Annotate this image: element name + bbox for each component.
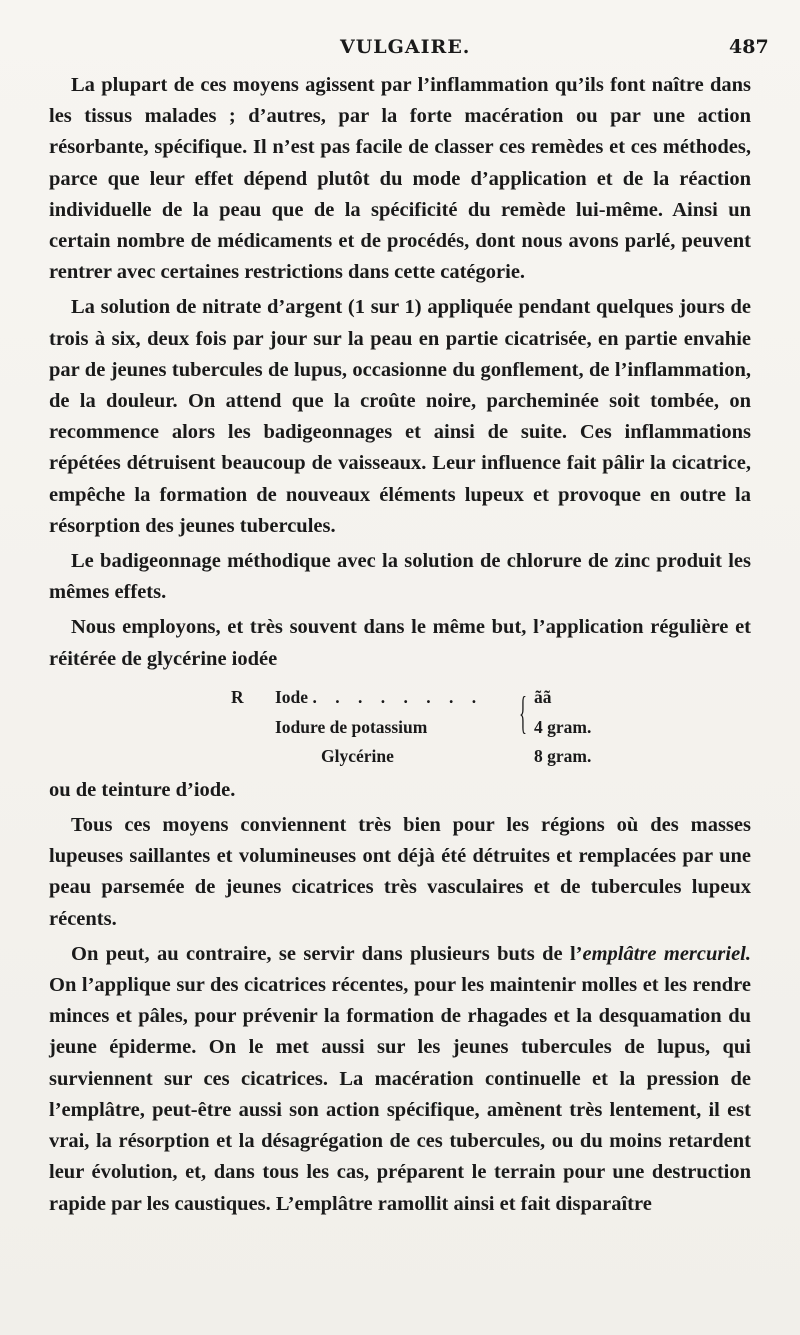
paragraph-2: La solution de nitrate d’argent (1 sur 1) appliquée pendant quelques jours de trois à six, deux fois par jour sur la peau en partie cicatrisée, en partie envahie par de jeunes tubercules de lupus, occasionne du gonflement, de l’inflammation, de la douleur. On attend que la croûte noire, parcheminée soit tombée, on recommence alors les badigeonnages et ainsi de suite. Ces inflammations répétées détruisent beaucoup de vaisseaux. Leur influence fait pâlir la cicatrice, empêche la formation de nouveaux éléments lupeux et provoque en outre la résorption des jeunes tubercules. — [49, 296, 751, 537]
formula-row-2 — [275, 717, 427, 738]
running-title: VULGAIRE. — [340, 36, 471, 58]
paragraph-7-continuation: On l’applique sur des cicatrices récentes, pour les maintenir molles et les rendre minces et pâles, pour prévenir la formation de rhagades et la desquamation du jeune épiderme. On le met aussi sur les jeunes tubercules de lupus, qui surviennent sur ces cicatrices. La macération continuelle et la pression de l’emplâtre, peut-être aussi son action spécifique, amènent très lentement, il est vrai, la résorption et la désagrégation de ces tubercules, ou du moins retardent leur évolution, et, dans tous les cas, préparent le terrain pour une destruction rapide par les caustiques. L’emplâtre ramollit ainsi et fait disparaître — [49, 974, 751, 1215]
formula-row-1 — [275, 687, 483, 708]
ingredient-name: Iode — [275, 686, 309, 707]
brace-symbol: { — [519, 686, 527, 738]
paragraph-5: ou de teinture d’iode. — [49, 778, 236, 801]
paragraph-7-text: On peut, au contraire, se servir dans plusieurs buts de l’ — [71, 942, 583, 965]
recipe-symbol: R — [231, 686, 244, 707]
emphasized-term: emplâtre mercuriel. — [582, 942, 751, 965]
page-number: 487 — [729, 36, 769, 58]
ingredient-quantity: ãã — [534, 686, 552, 707]
paragraph-7 — [49, 939, 751, 1220]
ingredient-quantity: 4 gram. — [534, 716, 592, 737]
paragraph-1: La plupart de ces moyens agissent par l’inflammation qu’ils font naître dans les tissus malades ; d’autres, par la forte macération ou par une action résorbante, spécifique. Il n’est pas facile de classer ces remèdes et ces méthodes, parce que leur effet dépend plutôt du mode d’application et de la réaction individuelle de la peau que de la spécificité du remède lui-même. Ainsi un certain nombre de médicaments et de procédés, dont nous avons parlé, peuvent rentrer avec certaines restrictions dans cette catégorie. — [49, 74, 751, 284]
paragraph-6: Tous ces moyens conviennent très bien pour les régions où des masses lupeuses saillantes et volumineuses ont déjà été détruites et remplacées par une peau parsemée de jeunes cicatrices très vasculaires et de tubercules lupeux récents. — [49, 814, 751, 930]
page-header — [0, 36, 800, 62]
paragraph-3: Le badigeonnage méthodique avec la solution de chlorure de zinc produit les mêmes effets. — [49, 550, 751, 604]
paragraph-4: Nous employons, et très souvent dans le même but, l’application régulière et réitérée de glycérine iodée — [49, 616, 751, 670]
body-text — [49, 70, 751, 1220]
ingredient-name: Iodure de potassium — [275, 716, 428, 737]
ingredient-quantity: 8 gram. — [534, 745, 592, 766]
leader-dots: . . . . . . . . — [312, 686, 484, 707]
prescription-formula — [49, 681, 751, 773]
formula-row-3 — [321, 746, 394, 767]
ingredient-name: Glycérine — [321, 745, 394, 766]
